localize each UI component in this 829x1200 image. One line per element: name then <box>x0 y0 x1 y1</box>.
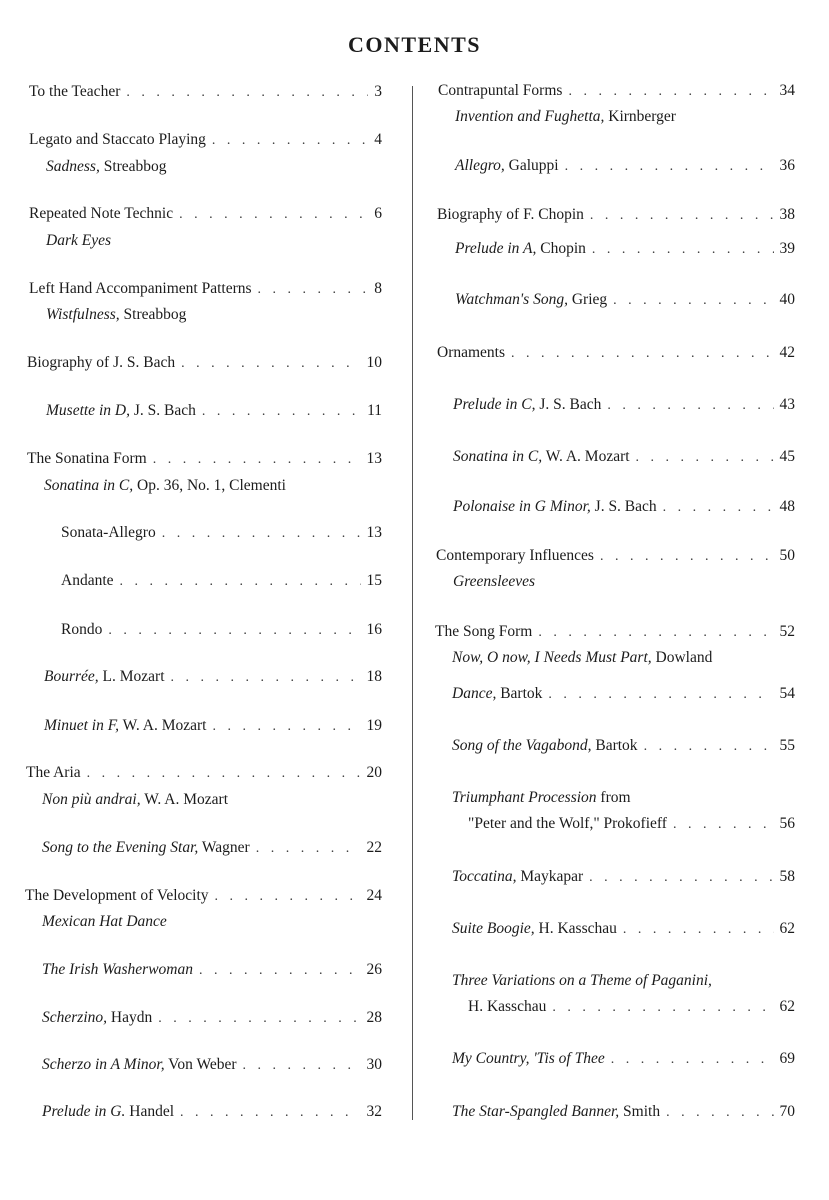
toc-page-number: 62 <box>779 920 795 937</box>
toc-entry <box>452 736 795 757</box>
toc-entry-text: H. Kasschau <box>468 998 547 1015</box>
toc-entry-work-title: Scherzino, <box>42 1009 108 1026</box>
toc-entry-text: Legato and Staccato Playing <box>29 131 206 148</box>
toc-entry-work-title: Musette in D, <box>46 402 130 419</box>
toc-entry-work-title: Mexican Hat Dance <box>42 913 167 930</box>
toc-page-number: 15 <box>366 572 382 589</box>
toc-entry-text: The Sonatina Form <box>27 450 147 467</box>
toc-page-number: 48 <box>779 498 795 515</box>
toc-entry-work-title: Three Variations on a Theme of Paganini, <box>452 972 712 989</box>
dot-leader <box>548 685 773 705</box>
toc-entry-work-title: Minuet in F, <box>44 717 120 734</box>
dot-leader <box>511 344 773 364</box>
toc-page-number: 34 <box>779 82 795 99</box>
page-title: CONTENTS <box>347 32 482 57</box>
toc-entry-title <box>452 1102 660 1122</box>
toc-entry <box>27 353 382 374</box>
toc-entry-text: Op. 36, No. 1, Clementi <box>133 477 286 494</box>
toc-entry <box>437 205 795 226</box>
toc-entry <box>452 1102 795 1123</box>
toc-entry <box>46 401 382 422</box>
toc-entry <box>436 546 795 567</box>
toc-entry-work-title: Suite Boogie, <box>452 920 535 937</box>
toc-page-number: 4 <box>374 131 382 148</box>
toc-entry-work-title: The Star-Spangled Banner, <box>452 1103 620 1120</box>
toc-entry-title <box>455 107 676 127</box>
dot-leader <box>552 998 773 1018</box>
dot-leader <box>243 1056 361 1076</box>
toc-entry <box>455 239 795 260</box>
toc-entry <box>452 788 795 808</box>
toc-entry-title <box>438 81 562 101</box>
toc-entry-text: Chopin <box>536 240 586 257</box>
toc-entry-work-title: Wistfulness, <box>46 306 120 323</box>
toc-entry-title <box>452 736 638 756</box>
dot-leader <box>636 448 774 468</box>
dot-leader <box>87 764 361 784</box>
toc-entry-work-title: Song to the Evening Star, <box>42 839 199 856</box>
toc-page-number: 55 <box>779 737 795 754</box>
toc-entry-work-title: Allegro, <box>455 157 505 174</box>
toc-entry-title <box>61 523 156 543</box>
toc-entry <box>44 667 382 688</box>
toc-entry-work-title: My Country, 'Tis of Thee <box>452 1050 605 1067</box>
toc-entry <box>455 156 795 177</box>
toc-entry-text: H. Kasschau <box>534 920 617 937</box>
toc-entry <box>46 231 382 251</box>
toc-entry-work-title: Invention and Fughetta, <box>455 108 605 125</box>
dot-leader <box>607 396 773 416</box>
toc-entry <box>29 279 382 300</box>
toc-entry-title <box>29 204 173 224</box>
toc-entry-text: from <box>596 789 631 806</box>
toc-entry-text: Streabbog <box>119 306 187 323</box>
toc-page-number: 40 <box>779 291 795 308</box>
toc-entry <box>42 1102 382 1123</box>
toc-entry <box>26 763 382 784</box>
toc-entry-title <box>29 279 252 299</box>
toc-page-number: 43 <box>779 396 795 413</box>
toc-entry-text: L. Mozart <box>98 668 165 685</box>
toc-entry-title <box>42 790 228 810</box>
toc-entry-work-title: Dark Eyes <box>46 232 111 249</box>
toc-entry-text: W. A. Mozart <box>140 791 229 808</box>
toc-page-number: 38 <box>779 206 795 223</box>
toc-entry-work-title: Song of the Vagabond, <box>452 737 592 754</box>
toc-entry-title <box>468 814 667 834</box>
toc-entry-title <box>42 912 167 932</box>
toc-entry-text: The Aria <box>26 764 81 781</box>
dot-leader <box>158 1009 360 1029</box>
toc-page-number: 24 <box>366 887 382 904</box>
dot-leader <box>611 1050 774 1070</box>
dot-leader <box>171 668 361 688</box>
toc-entry-text: Galuppi <box>504 157 559 174</box>
toc-entry-title <box>42 1102 174 1122</box>
toc-page-number: 62 <box>779 998 795 1015</box>
toc-page-number: 58 <box>779 868 795 885</box>
toc-page-number: 42 <box>779 344 795 361</box>
toc-entry-text: "Peter and the Wolf," Prokofieff <box>468 815 667 832</box>
toc-entry-title <box>468 997 546 1017</box>
toc-entry-work-title: Polonaise in G Minor, <box>453 498 591 515</box>
toc-entry-title <box>452 648 712 668</box>
toc-entry-text: Contemporary Influences <box>436 547 594 564</box>
toc-entry-title <box>44 716 206 736</box>
dot-leader <box>623 920 774 940</box>
toc-entry-title <box>29 130 206 150</box>
toc-entry-text: Kirnberger <box>604 108 676 125</box>
toc-entry-title <box>26 763 81 783</box>
dot-leader <box>258 280 369 300</box>
dot-leader <box>108 621 360 641</box>
dot-leader <box>538 623 773 643</box>
dot-leader <box>126 83 368 103</box>
toc-entry-title <box>435 622 532 642</box>
toc-entry <box>437 343 795 364</box>
toc-entry-work-title: Now, O now, I Needs Must Part, <box>452 649 652 666</box>
dot-leader <box>120 572 361 592</box>
toc-entry-work-title: Sadness, <box>46 158 100 175</box>
toc-entry-work-title: Greensleeves <box>453 573 536 590</box>
toc-page-number: 18 <box>366 668 382 685</box>
toc-entry-title <box>437 343 505 363</box>
toc-page-number: 56 <box>779 815 795 832</box>
toc-entry-title <box>25 886 209 906</box>
dot-leader <box>592 240 774 260</box>
toc-page-number: 30 <box>366 1056 382 1073</box>
toc-entry-text: Rondo <box>61 621 103 638</box>
toc-entry-text: Bartok <box>591 737 638 754</box>
toc-entry-title <box>455 290 607 310</box>
toc-page-number: 28 <box>366 1009 382 1026</box>
toc-page-number: 13 <box>366 524 382 541</box>
toc-entry-title <box>61 571 114 591</box>
toc-entry-work-title: Prelude in A, <box>455 240 537 257</box>
dot-leader <box>153 450 361 470</box>
dot-leader <box>613 291 773 311</box>
toc-page-number: 69 <box>779 1050 795 1067</box>
toc-entry-title <box>46 401 196 421</box>
toc-entry-title <box>46 231 111 251</box>
toc-entry-title <box>452 867 583 887</box>
toc-page-number: 70 <box>779 1103 795 1120</box>
toc-entry-text: Grieg <box>567 291 608 308</box>
toc-entry-title <box>453 572 535 592</box>
toc-page-number: 54 <box>779 685 795 702</box>
toc-entry-text: Bartok <box>496 685 543 702</box>
toc-entry-title <box>42 960 193 980</box>
toc-entry <box>453 497 795 518</box>
dot-leader <box>162 524 361 544</box>
toc-entry-work-title: Non più andrai, <box>42 791 141 808</box>
toc-entry <box>438 81 795 102</box>
toc-page-number: 52 <box>779 623 795 640</box>
toc-entry-work-title: Sonatina in C, <box>44 477 134 494</box>
dot-leader <box>212 131 368 151</box>
toc-entry <box>453 447 795 468</box>
toc-entry <box>42 1008 382 1029</box>
toc-entry-text: Handel <box>125 1103 175 1120</box>
toc-entry-text: Von Weber <box>164 1056 237 1073</box>
dot-leader <box>202 402 361 422</box>
toc-page-number: 36 <box>779 157 795 174</box>
toc-entry-title <box>452 684 542 704</box>
toc-entry-text: Ornaments <box>437 344 506 361</box>
toc-entry-text: Wagner <box>198 839 250 856</box>
toc-page-number: 19 <box>366 717 382 734</box>
toc-entry-work-title: Prelude in G. <box>42 1103 126 1120</box>
toc-entry-work-title: Dance, <box>452 685 497 702</box>
toc-page-number: 3 <box>374 83 382 100</box>
toc-entry-title <box>452 1049 605 1069</box>
toc-entry-text: Andante <box>61 572 114 589</box>
toc-entry-title <box>29 82 120 102</box>
toc-entry-work-title: The Irish Washerwoman <box>42 961 193 978</box>
toc-entry <box>61 620 382 641</box>
toc-entry <box>44 476 382 496</box>
toc-entry-title <box>42 1008 152 1028</box>
toc-entry <box>42 790 382 810</box>
toc-page-number: 6 <box>374 205 382 222</box>
toc-entry-text: Haydn <box>107 1009 153 1026</box>
dot-leader <box>212 717 360 737</box>
toc-entry <box>435 622 795 643</box>
toc-entry-text: W. A. Mozart <box>542 448 630 465</box>
toc-entry <box>468 997 795 1018</box>
toc-entry-work-title: Scherzo in A Minor, <box>42 1056 165 1073</box>
toc-entry-text: Dowland <box>651 649 713 666</box>
toc-entry-text: Contrapuntal Forms <box>438 82 563 99</box>
dot-leader <box>644 737 774 757</box>
toc-entry <box>452 919 795 940</box>
toc-entry-title <box>42 1055 237 1075</box>
toc-entry-title <box>46 305 186 325</box>
toc-entry <box>468 814 795 835</box>
toc-entry-text: Biography of F. Chopin <box>437 206 584 223</box>
toc-entry-title <box>61 620 102 640</box>
toc-entry <box>452 971 795 991</box>
toc-page-number: 22 <box>366 839 382 856</box>
toc-entry <box>453 395 795 416</box>
dot-leader <box>673 815 774 835</box>
toc-entry-title <box>452 971 712 991</box>
dot-leader <box>215 887 361 907</box>
toc-entry <box>29 82 382 103</box>
toc-entry-title <box>436 546 594 566</box>
toc-page-number: 16 <box>366 621 382 638</box>
toc-entry-text: Sonata-Allegro <box>61 524 156 541</box>
toc-entry <box>27 449 382 470</box>
dot-leader <box>589 868 773 888</box>
toc-entry <box>452 648 795 668</box>
toc-page-number: 8 <box>374 280 382 297</box>
toc-entry <box>452 684 795 705</box>
dot-leader <box>666 1103 773 1123</box>
dot-leader <box>565 157 774 177</box>
toc-page-number: 39 <box>779 240 795 257</box>
toc-entry-title <box>452 919 617 939</box>
toc-page-number: 11 <box>367 402 382 419</box>
toc-entry-title <box>42 838 250 858</box>
toc-entry-text: J. S. Bach <box>129 402 196 419</box>
toc-entry-work-title: Bourrée, <box>44 668 99 685</box>
toc-page-number: 26 <box>366 961 382 978</box>
toc-entry <box>61 523 382 544</box>
toc-entry <box>455 290 795 311</box>
toc-entry-title <box>27 449 147 469</box>
toc-entry-title <box>44 476 286 496</box>
toc-entry <box>44 716 382 737</box>
dot-leader <box>600 547 774 567</box>
toc-entry-work-title: Prelude in C, <box>453 396 536 413</box>
toc-entry-text: Streabbog <box>99 158 167 175</box>
toc-entry <box>29 204 382 225</box>
toc-entry-work-title: Sonatina in C, <box>453 448 543 465</box>
toc-entry <box>61 571 382 592</box>
toc-page-number: 10 <box>366 354 382 371</box>
toc-entry <box>25 886 382 907</box>
toc-entry-work-title: Watchman's Song, <box>455 291 568 308</box>
dot-leader <box>199 961 361 981</box>
toc-entry-title <box>44 667 165 687</box>
toc-page-number: 20 <box>366 764 382 781</box>
toc-page-number: 13 <box>366 450 382 467</box>
dot-leader <box>180 1103 360 1123</box>
dot-leader <box>568 82 773 102</box>
toc-entry-text: Smith <box>619 1103 661 1120</box>
toc-entry <box>29 130 382 151</box>
toc-page-number: 50 <box>779 547 795 564</box>
toc-entry <box>452 867 795 888</box>
dot-leader <box>663 498 774 518</box>
toc-entry-text: J. S. Bach <box>535 396 602 413</box>
toc-entry <box>42 960 382 981</box>
toc-entry-text: Maykapar <box>516 868 584 885</box>
toc-entry-title <box>437 205 584 225</box>
toc-entry-text: Left Hand Accompaniment Patterns <box>29 280 252 297</box>
toc-entry-title <box>27 353 175 373</box>
toc-entry <box>46 305 382 325</box>
toc-entry-text: W. A. Mozart <box>119 717 207 734</box>
toc-entry-title <box>453 497 657 517</box>
toc-entry-title <box>453 447 630 467</box>
dot-leader <box>181 354 360 374</box>
toc-page-number: 45 <box>779 448 795 465</box>
toc-entry-text: To the Teacher <box>29 83 121 100</box>
toc-entry <box>46 157 382 177</box>
dot-leader <box>256 839 361 859</box>
toc-entry <box>42 1055 382 1076</box>
toc-entry-text: J. S. Bach <box>590 498 657 515</box>
column-divider <box>412 86 413 1120</box>
toc-entry <box>42 838 382 859</box>
toc-entry-title <box>452 788 631 808</box>
toc-entry-text: The Song Form <box>435 623 533 640</box>
toc-entry <box>452 1049 795 1070</box>
dot-leader <box>179 205 368 225</box>
toc-entry-text: Repeated Note Technic <box>29 205 174 222</box>
toc-entry-work-title: Toccatina, <box>452 868 517 885</box>
toc-entry-title <box>455 239 586 259</box>
toc-entry-text: The Development of Velocity <box>25 887 209 904</box>
toc-entry-text: Biography of J. S. Bach <box>27 354 176 371</box>
toc-entry <box>453 572 795 592</box>
toc-entry <box>42 912 382 932</box>
toc-entry-title <box>46 157 167 177</box>
dot-leader <box>590 206 774 226</box>
toc-entry-work-title: Triumphant Procession <box>452 789 597 806</box>
toc-entry-title <box>453 395 601 415</box>
toc-entry <box>455 107 795 127</box>
toc-entry-title <box>455 156 559 176</box>
toc-page-number: 32 <box>366 1103 382 1120</box>
